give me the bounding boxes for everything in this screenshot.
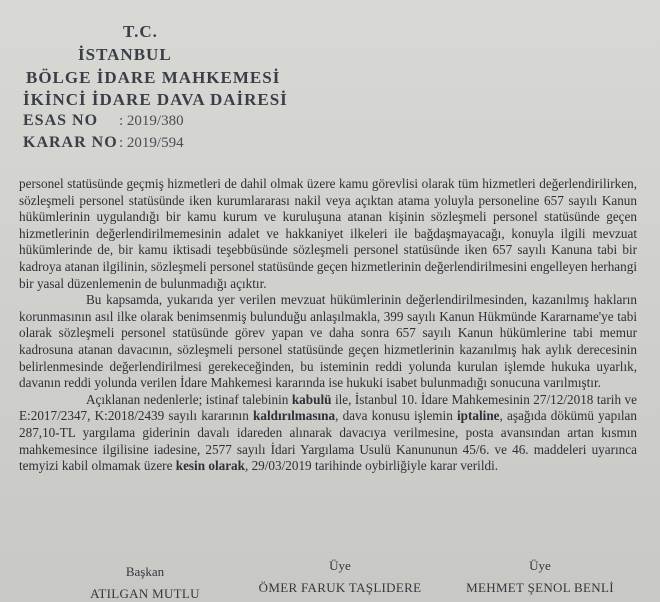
karar-label: KARAR NO bbox=[23, 134, 118, 151]
signature-name: ÖMER FARUK TAŞLIDERE bbox=[258, 580, 422, 595]
ruling-text-4: , aşağıda dökümü yapılan 287,10-TL yargılama giderinin davalı idareden alınarak davacıya verilmesine, posta avansından artan kısmın mahkemesince ilgilisine iadesine, 2577 sayılı İdari Yargılama Usulü Kanununun 45/6. ve 46. maddeleri uyarınca temyizi kabil olmamak üzere bbox=[19, 408, 637, 474]
esas-label: ESAS NO bbox=[23, 112, 99, 129]
signature-member-1 bbox=[250, 558, 430, 596]
chamber-name: İKİNCİ İDARE DAVA DAİRESİ bbox=[23, 90, 288, 109]
karar-number-row bbox=[23, 134, 184, 152]
court-name: BÖLGE İDARE MAHKEMESİ bbox=[26, 68, 281, 87]
ruling-text-3: , dava konusu işlemin bbox=[335, 408, 458, 424]
ruling-text-5: , 29/03/2019 tarihinde oybirliğiyle karar verildi. bbox=[244, 458, 499, 474]
decision-body bbox=[19, 176, 637, 475]
ruling-kaldirilmasina: kaldırılmasına bbox=[253, 408, 336, 424]
ruling-text-1: Açıklanan nedenlerle; istinaf talebinin bbox=[86, 391, 292, 407]
karar-value: : 2019/594 bbox=[119, 135, 184, 151]
signature-role: Üye bbox=[529, 558, 551, 573]
esas-number-row bbox=[23, 112, 184, 130]
ruling-iptaline: iptaline bbox=[457, 408, 500, 424]
ruling-kabulu: kabulü bbox=[291, 391, 332, 407]
signature-name: ATILGAN MUTLU bbox=[90, 586, 200, 601]
signature-role: Başkan bbox=[125, 564, 165, 579]
signature-role: Üye bbox=[329, 558, 351, 573]
signature-name: MEHMET ŞENOL BENLİ bbox=[466, 580, 614, 595]
paragraph-assessment: Bu kapsamda, yukarıda yer verilen mevzuat hükümlerinin değerlendirilmesinden, kazanılmış hakların korunmasının asıl ilke olarak benimsenmiş bulunduğu anlaşılmakla, 399 sayılı Kanun Hükmünde Kararname'ye tabi olarak sözleşmeli personel statüsünde görev yapan ve daha sonra 657 sayılı Kanun hükümlerine tabi memur kadrosuna atanan davacının, sözleşmeli personel statüsünde geçen hizmetlerinin kazanılmış hak aylık derecesinin belirlenmesinde değerlendirilmesi gerekeceğinden, bu isteminin reddi yolunda kurulan işlemde hukuka uyarlık, davanın reddi yolunda verilen İdare Mahkemesi kararında ise hukuki isabet bulunmadığı sonucuna varılmıştır. bbox=[19, 292, 637, 391]
paragraph-continuation: personel statüsünde geçmiş hizmetleri de dahil olmak üzere kamu görevlisi olarak tüm hizmetleri değerlendirilirken, sözleşmeli personel statüsünde iken kurumlararası nakil veya açıktan atama yoluyla personeline 657 sayılı Kanun hükümlerinin uygulandığı bir kamu kurum ve kuruluşuna atanan kişinin sözleşmeli personel statüsünde geçen hizmetlerinin değerlendirilmemesinin adalet ve hakkaniyet ilkeleri ile bağdaşmayacağı, konuyla ilgili mevzuat hükümlerinde de, bir kamu iktisadi teşebbüsünde sözleşmeli personel statüsünde iken 657 sayılı Kanuna tabi bir kadroya atanan ilgilinin, sözleşmeli personel statüsünde geçen hizmetlerinin değerlendirilmesini engelleyen herhangi bir yasal düzenlemenin de bulunmadığı açıktır. bbox=[19, 176, 637, 291]
ruling-kesin-olarak: kesin olarak bbox=[175, 458, 245, 474]
court-header bbox=[0, 0, 660, 170]
republic-abbreviation: T.C. bbox=[123, 22, 158, 41]
paragraph-ruling bbox=[19, 392, 637, 475]
signature-president bbox=[85, 564, 205, 602]
signature-member-2 bbox=[455, 558, 625, 596]
esas-value: : 2019/380 bbox=[119, 113, 184, 129]
ruling-text-2: ile, İstanbul 10. İdare Mahkemesinin 27/12/2018 tarih ve E:2017/2347, K:2018/2439 sayılı kararının bbox=[19, 391, 637, 424]
city-name: İSTANBUL bbox=[78, 45, 172, 64]
